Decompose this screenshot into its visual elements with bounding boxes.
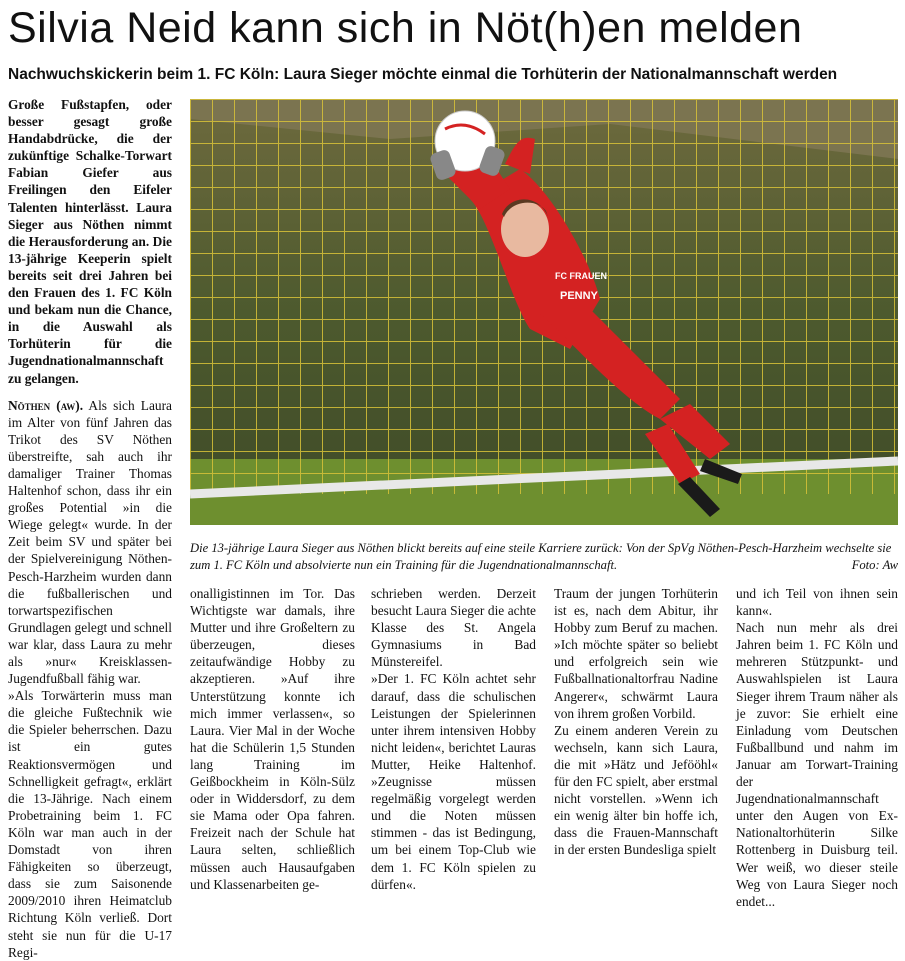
article-paragraph: »Als Torwärterin muss man die gleiche Fußtechnik wie die Spieler beherrschen. Dazu ist ein gutes Reaktionsvermögen und Schnelligkeit gefragt«, erklärt die 13-Jährige. Nach einem Probetraining beim 1. FC Köln war man auch in der Domstadt von ihren Fähigkeiten so überzeugt, dass sie zum Saisonende 2009/2010 ihren Heimatclub Richtung Köln verließ. Dort steht sie nun für die U-17 Regi-	[8, 688, 172, 960]
article-paragraph	[8, 397, 172, 688]
article-paragraph: onalligistinnen im Tor. Das Wichtigste war damals, ihre Mutter und ihre Großeltern zu überzeugen, dieses zeitaufwändige Hobby zu akzeptieren. »Auf ihre Unterstützung konnte ich mich immer verlassen«, so Laura. Vier Mal in der Woche hat die Schülerin 1,5 Stunden lang Training im Geißbockheim in Köln-Sülz oder in Widdersdorf, zu dem sie Mama oder Opa fahren. Freizeit nach der Schule hat Laura selten, schließlich müssen auch Hausaufgaben und Klassenarbeiten ge-	[190, 586, 355, 892]
photo-caption	[190, 540, 898, 574]
article-paragraph: Traum der jungen Torhüterin ist es, nach dem Abitur, ihr Hobby zum Beruf zu machen. »Ich möchte später so beliebt und erfolgreich sein wie Fußballnationaltorfrau Nadine Angerer«, schwärmt Laura von ihrem großen Vorbild.	[554, 586, 718, 721]
goalkeeper-photo	[190, 99, 898, 525]
article-column-5	[736, 585, 898, 910]
photo-credit: Foto: Aw	[851, 558, 898, 572]
article-paragraph: Nach nun mehr als drei Jahren beim 1. FC Köln und mehreren Stützpunkt- und Auswahlspielen ist Laura Sieger ihrem Traum näher als je zuvor: Sie erhielt eine Einladung vom Deutschen Fußballbund und nahm im Januar am Torwart-Training der Jugendnationalmannschaft unter den Augen von Ex-Nationaltorhüterin Silke Rottenberg in Duisburg teil. Wer weiß, wo dieser steile Weg von Laura Sieger noch endet...	[736, 620, 898, 909]
headline: Silvia Neid kann sich in Nöt(h)en melden	[8, 4, 803, 52]
article-paragraph: Zu einem anderen Verein zu wechseln, kann sich Laura, die mit »Hätz und Jefööhl« für den FC spielt, aber erstmal nicht vorstellen. »Wenn ich ein wenig älter bin hoffe ich, dass die Frauen-Mannschaft in der ersten Bundesliga spielt	[554, 722, 718, 858]
article-paragraph: schrieben werden. Derzeit besucht Laura Sieger die achte Klasse des St. Angela Gymnasiums in Bad Münstereifel.	[371, 586, 536, 670]
article-column-1	[8, 96, 172, 961]
article-column-4	[554, 585, 718, 859]
subheadline: Nachwuchskickerin beim 1. FC Köln: Laura Sieger möchte einmal die Torhüterin der Nationalmannschaft werden	[8, 66, 838, 83]
article-paragraph: »Der 1. FC Köln achtet sehr darauf, dass die schulischen Leistungen der Spielerinnen unter ihrem intensiven Hobby nicht leiden«, berichtet Lauras Mutter, Heike Haltenhof. »Zeugnisse müssen regelmäßig vorgelegt werden und die Noten müssen stimmen - das ist Bedingung, um bei einem Top-Club wie dem 1. FC Köln spielen zu dürfen«.	[371, 671, 536, 892]
article-column-2	[190, 585, 355, 893]
article-paragraph: und ich Teil von ihnen sein kann«.	[736, 586, 898, 619]
jersey-sponsor: PENNY	[560, 290, 598, 302]
article-text: Als sich Laura im Alter von fünf Jahren das Trikot des SV Nöthen überstreifte, sah auch ihr damaliger Trainer Thomas Haltenhof schon, dass ihr ein großes Potential »in die Wiege gelegt« wurde. In der Zeit beim SV und später bei der Spielvereinigung Nöthen-Pesch-Harzheim wurden dann die fußballerischen und torwartspezifischen Grundlagen gelegt und schnell war klar, dass Laura zu mehr als »nur« Kreisklassen-Jugendfußball fähig war.	[8, 397, 172, 687]
jersey-label: FC FRAUEN	[555, 271, 607, 281]
dateline: Nöthen (aw).	[8, 397, 84, 413]
article-column-3	[371, 585, 536, 893]
article-photo	[190, 99, 898, 525]
article-lead: Große Fußstapfen, oder besser gesagt große Handabdrücke, die der zukünftige Schalke-Torwart Fabian Giefer aus Freilingen den Eifeler Talenten hinterlässt. Laura Sieger aus Nöthen nimmt die Herausforderung an. Die 13-jährige Keeperin spielt bereits seit drei Jahren bei den Frauen des 1. FC Köln und bekam nun die Chance, in die Auswahl als Torhüterin für die Jugendnationalmannschaft zu gelangen.	[8, 97, 172, 386]
caption-text: Die 13-jährige Laura Sieger aus Nöthen blickt bereits auf eine steile Karriere zurück: Von der SpVg Nöthen-Pesch-Harzheim wechselte sie zum 1. FC Köln und absolvierte nun ein Training für die Jugendnationalmannschaft.	[190, 541, 892, 572]
